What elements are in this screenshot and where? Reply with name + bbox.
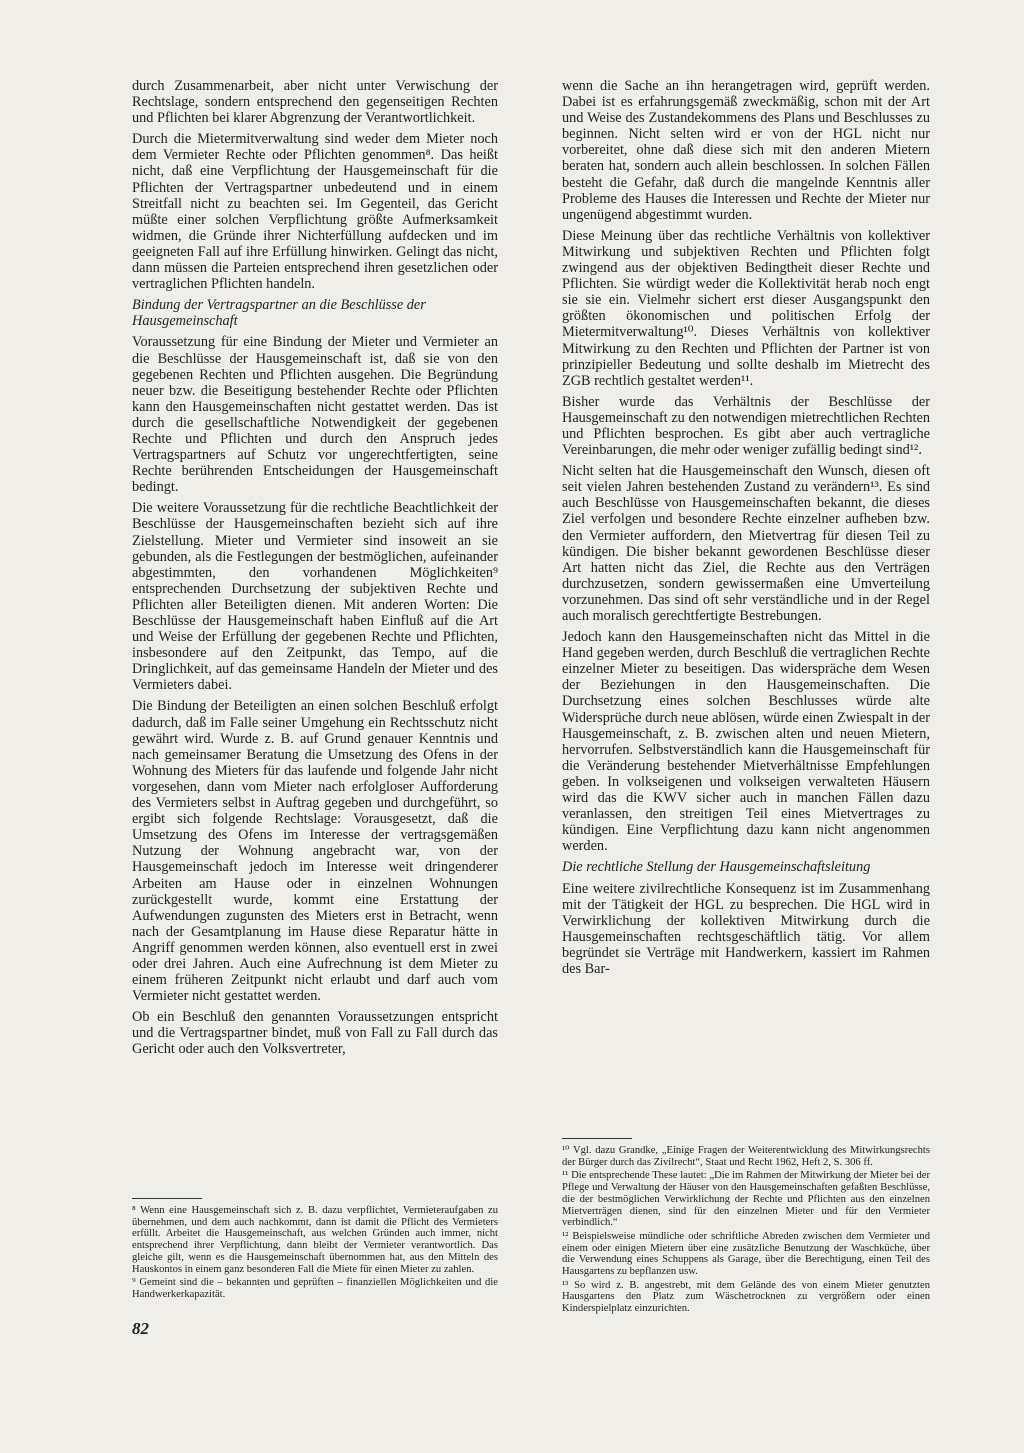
- paragraph: Nicht selten hat die Hausgemeinschaft den Wunsch, diesen oft seit vielen Jahren bestehenden Zustand zu verändern¹³. Es sind auch Beschlüsse von Hausgemeinschaften bekannt, die dieses Ziel verfolgen und besondere Rechte einzelner aufheben bzw. den Vermieter auffordern, den Mietvertrag für diesen Teil zu kündigen. Die bisher bekannt gewordenen Beschlüsse dieser Art hatten nicht das Ziel, die Rechte aus den Verträgen durchzusetzen, sondern gewissermaßen eine Umverteilung vorzunehmen. Das sind oft sehr verständliche und in der Regel auch moralisch gerechtfertigte Bestrebungen.: [562, 463, 930, 624]
- paragraph: Diese Meinung über das rechtliche Verhältnis von kollektiver Mitwirkung und subjektiven Rechten und Pflichten folgt zwingend aus der objektiven Bedingtheit dieser Rechte und Pflichten. Sie würdigt weder die Kollektivität herab noch engt sie sie ein. Vielmehr sichert erst dieser Ausgangspunkt den größten ökonomischen und politischen Erfolg der Mietermitverwaltung¹⁰. Dieses Verhältnis von kollektiver Mitwirkung zu den Rechten und Pflichten der Partner ist von prinzipieller Bedeutung und sollte deshalb im Mietrecht des ZGB rechtlich gestaltet werden¹¹.: [562, 227, 930, 389]
- footnote-divider: [132, 1198, 202, 1199]
- section-heading: Die rechtliche Stellung der Hausgemeinschaftsleitung: [562, 859, 871, 876]
- paragraph: Voraussetzung für eine Bindung der Mieter und Vermieter an die Beschlüsse der Hausgemeinschaft ist, daß sie von den gegebenen Rechten und Pflichten ausgehen. Die Begründung neuer bzw. die Beseitigung bestehender Rechte oder Pflichten kann den Hausgemeinschaften nicht gestattet werden. Das ist durch die gesellschaftliche Notwendigkeit der gegebenen Rechte und Pflichten und durch den Anspruch jedes Vertragspartners auf Schutz vor ungerechtfertigten, seine Rechte berührenden Entscheidungen der Hausgemeinschaft bedingt.: [132, 334, 498, 496]
- left-footnotes: [132, 1184, 498, 1303]
- paragraph: Die Bindung der Beteiligten an einen solchen Beschluß erfolgt dadurch, daß im Falle seiner Umgehung ein Rechtsschutz nicht gewährt wird. Wurde z. B. auf Grund genauer Kenntnis und nach gemeinsamer Beratung die Umsetzung des Ofens in der Wohnung des Mieters für das laufende und folgende Jahr nicht vorgesehen, dann vom Mieter nach erfolgloser Aufforderung des Vermieters selbst in Auftrag gegeben und durchgeführt, so ergibt sich folgende Rechtslage: Vorausgesetzt, daß die Umsetzung des Ofens im Interesse der vertragsgemäßen Nutzung der Wohnung angebracht war, von der Hausgemeinschaft jedoch im Interesse weit dringenderer Arbeiten am Hause oder in einzelnen Wohnungen zurückgestellt wurde, kommt eine Erstattung der Aufwendungen zugunsten des Mieters erst in Betracht, wenn nach der Gesamtplanung im Hause diese Reparatur hätte in Angriff genommen werden können, also eventuell erst in zwei oder drei Jahren. Auch eine Aufrechnung ist dem Mieter zu einem früheren Zeitpunkt nicht erlaubt und darf auch vom Vermieter nicht gestattet werden.: [132, 698, 498, 1005]
- page-number: 82: [132, 1319, 149, 1338]
- paragraph: wenn die Sache an ihn herangetragen wird, geprüft werden. Dabei ist es erfahrungsgemäß zweckmäßig, schon mit der Art und Weise des Zustandekommens des Plans und Beschlusses zu beginnen. Nicht selten wird er von der HGL nicht nur vorbereitet, ohne daß diese sich mit den anderen Mietern beraten hat, sondern auch allein beschlossen. In solchen Fällen besteht die Gefahr, daß durch die mangelnde Kenntnis aller Probleme des Hauses die Interessen und Rechte der Mieter nur ungenügend abgestimmt wurden.: [562, 78, 930, 223]
- paragraph: Jedoch kann den Hausgemeinschaften nicht das Mittel in die Hand gegeben werden, durch Beschluß die vertraglichen Rechte einzelner Mieter zu beseitigen. Das widerspräche dem Wesen der Beziehungen in den Hausgemeinschaften. Die Durchsetzung eines solchen Beschlusses würde alte Widersprüche durch neue ablösen, würde einen Zwiespalt in der Hausgemeinschaft, z. B. zwischen alten und neuen Mietern, hervorrufen. Selbstverständlich kann die Hausgemeinschaft für die Veränderung bestehender Mietverhältnisse Empfehlungen geben. In volkseigenen und volkseigen verwalteten Häusern wird das die KWV sicher auch in manchen Fällen dazu veranlassen, den streitigen Teil eines Mietvertrages zu kündigen. Eine Verpflichtung dazu kann nicht angenommen werden.: [562, 629, 930, 855]
- footnote-13: ¹³ So wird z. B. angestrebt, mit dem Gelände des von einem Mieter genutzten Hausgartens den Platz zum Wäschetrocknen zu vergrößern oder einen Kinderspielplatz einzurichten.: [562, 1279, 930, 1315]
- footnote-8: ⁸ Wenn eine Hausgemeinschaft sich z. B. dazu verpflichtet, Vermieteraufgaben zu übernehmen, und dem auch nachkommt, dann ist damit die Pflicht des Vermieters erfüllt. Arbeitet die Hausgemeinschaft, aus welchen Gründen auch immer, nicht entsprechend ihrer Verpflichtung, dann bleibt der Vermieter verantwortlich. Das gleiche gilt, wenn es die Hausgemeinschaft übernommen hat, aus den Mitteln des Hauskontos in einem ganz besonderen Fall die Miete für einen Mieter zu zahlen.: [132, 1205, 498, 1275]
- paragraph: Ob ein Beschluß den genannten Voraussetzungen entspricht und die Vertragspartner bindet, muß von Fall zu Fall durch das Gericht oder auch den Volksvertreter,: [132, 1009, 498, 1058]
- paragraph: Bisher wurde das Verhältnis der Beschlüsse der Hausgemeinschaft zu den notwendigen mietrechtlichen Rechten und Pflichten besprochen. Es gibt aber auch vertragliche Vereinbarungen, die mehr oder weniger zufällig bedingt sind¹².: [562, 393, 930, 459]
- footnote-10: ¹⁰ Vgl. dazu Grandke, „Einige Fragen der Weiterentwicklung des Mitwirkungsrechts der Bürger durch das Zivilrecht“, Staat und Recht 1962, Heft 2, S. 306 ff.: [562, 1145, 930, 1168]
- right-column: [562, 78, 930, 982]
- footnote-9: ⁹ Gemeint sind die – bekannten und geprüften – finanziellen Möglichkeiten und die Handwerkerkapazität.: [132, 1277, 498, 1300]
- paragraph: Eine weitere zivilrechtliche Konsequenz ist im Zusammenhang mit der Tätigkeit der HGL zu besprechen. Die HGL wird in Verwirklichung der kollektiven Mitwirkung durch die Hausgemeinschaften rechtsgeschäftlich tätig. Vor allem begründet sie Verträge mit Handwerkern, kassiert im Rahmen des Bar-: [562, 880, 930, 977]
- footnote-11: ¹¹ Die entsprechende These lautet: „Die im Rahmen der Mitwirkung der Mieter bei der Pflege und Verwaltung der Häuser von den Hausgemeinschaften gefaßten Beschlüsse, die der bestmöglichen Verwirklichung der Rechte und Pflichten aus den einzelnen Mietverträgen dienen, sind für den einzelnen Mieter und für den Vermieter verbindlich.“: [562, 1170, 930, 1229]
- section-heading: Bindung der Vertragspartner an die Beschlüsse der Hausgemeinschaft: [132, 297, 426, 330]
- paragraph: durch Zusammenarbeit, aber nicht unter Verwischung der Rechtslage, sondern entsprechend den gegenseitigen Rechten und Pflichten bei klarer Abgrenzung der Verantwortlichkeit.: [132, 78, 498, 127]
- paragraph: Die weitere Voraussetzung für die rechtliche Beachtlichkeit der Beschlüsse der Hausgemeinschaften bezieht sich auf ihre Zielstellung. Mieter und Vermieter sind insoweit an sie gebunden, als die Festlegungen der bestmöglichen, aufeinander abgestimmten, den vorhandenen Möglichkeiten⁹ entsprechenden Durchsetzung der subjektiven Rechte und Pflichten aller Beteiligten dienen. Mit anderen Worten: Die Beschlüsse der Hausgemeinschaft haben Einfluß auf die Art und Weise der Erfüllung der gegebenen Rechte und Pflichten, insbesondere auf den Zeitpunkt, das Tempo, auf die Dringlichkeit, auf das gemeinsame Handeln der Mieter und des Vermieters dabei.: [132, 500, 498, 694]
- left-column: [132, 78, 498, 1063]
- paragraph: Durch die Mietermitverwaltung sind weder dem Mieter noch dem Vermieter Rechte oder Pflichten genommen⁸. Das heißt nicht, daß eine Verpflichtung der Hausgemeinschaft für die Pflichten der Vertragspartner unbedeutend und in einem Streitfall nicht zu beachten sei. Im Gegenteil, das Gericht müßte einer solchen Verpflichtung größte Aufmerksamkeit widmen, die Gründe ihrer Nichterfüllung aufdecken und im geeigneten Fall auf ihre Erfüllung hinwirken. Gelingt das nicht, dann müssen die Parteien entsprechend ihren gesetzlichen oder vertraglichen Pflichten handeln.: [132, 131, 498, 293]
- footnote-12: ¹² Beispielsweise mündliche oder schriftliche Abreden zwischen dem Vermieter und einem oder einigen Mietern über eine zusätzliche Benutzung der Waschküche, über die Verwendung eines Schuppens als Garage, über die Berechtigung, einen Teil des Hausgartens zu bepflanzen usw.: [562, 1230, 930, 1278]
- footnote-divider: [562, 1138, 632, 1139]
- right-footnotes: [562, 1124, 930, 1317]
